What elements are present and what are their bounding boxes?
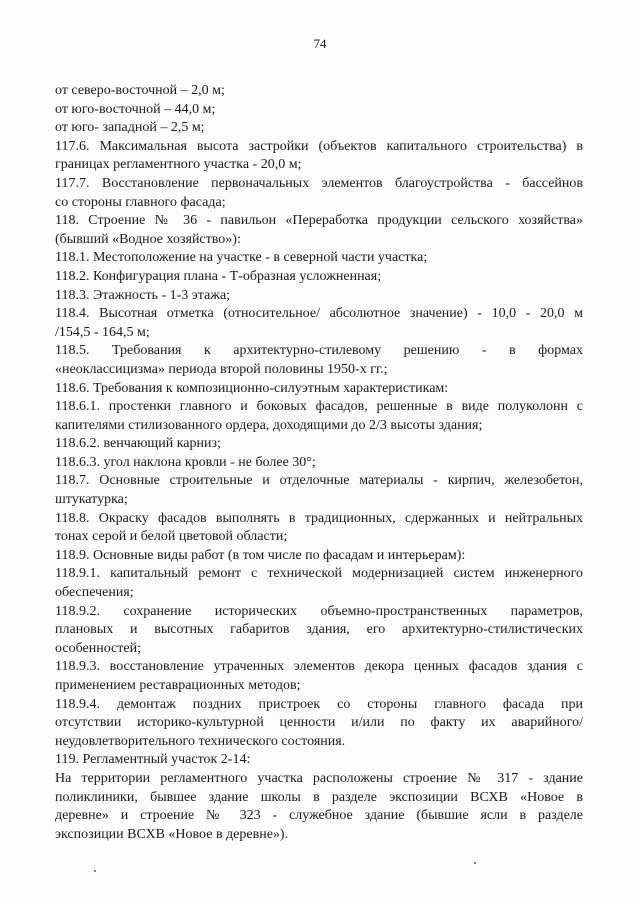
text-line: отсутствии историко-культурной ценности и/или по факту их аварийного/ [55,715,583,731]
text-line: от юго-восточной – 44,0 м; [55,101,216,117]
text-line: 117.6. Максимальная высота застройки (объектов капитального строительства) в [55,138,583,154]
text-line: неудовлетворительного технического состояния. [55,733,346,749]
text-line: 118.9.1. капитальный ремонт с технической модернизацией систем инженерного [55,566,583,582]
text-line: 118.2. Конфигурация плана - Т-образная усложненная; [55,268,382,284]
scan-speck [474,862,476,864]
text-line: штукатурка; [55,492,128,508]
text-line: 118.3. Этажность - 1-3 этажа; [55,287,231,303]
scan-speck [94,870,96,872]
text-line: тонах серой и белой цветовой области; [55,529,288,545]
text-line: 118.9.4. демонтаж поздних пристроек со стороны главного фасада при [55,696,583,712]
text-line: границах регламентного участка - 20,0 м; [55,157,302,173]
text-line: экспозиции ВСХВ «Новое в деревне»). [55,826,289,842]
text-line: 118.9.3. восстановление утраченных элементов декора ценных фасадов здания с [55,659,583,675]
text-line: деревне» и строение № 323 - служебное здание (бывшие ясли в разделе [55,808,583,824]
text-line: со стороны главного фасада; [55,194,226,210]
text-line: 118.6.2. венчающий карниз; [55,436,221,452]
text-line: «неоклассицизма» периода второй половины 1950-х гг.; [55,361,388,377]
document-body [55,82,583,844]
page-number: 74 [313,36,327,51]
text-line: от юго- западной – 2,5 м; [55,120,205,136]
text-line: обеспечения; [55,585,134,601]
text-line: 118.6.1. простенки главного и боковых фасадов, решенные в виде полуколонн с [55,399,583,415]
text-line: 118. Строение № 36 - павильон «Переработка продукции сельского хозяйства» [55,213,583,229]
text-line: 118.6. Требования к композиционно-силуэтным характеристикам: [55,380,449,396]
text-line: 118.1. Местоположение на участке - в северной части участка; [55,250,428,266]
text-line: применением реставрационных методов; [55,678,301,693]
text-line: 119. Регламентный участок 2-14: [55,752,251,768]
text-line: 118.9.2. сохранение исторических объемно-пространственных параметров, [55,603,583,619]
text-line: (бывший «Водное хозяйство»): [55,231,241,247]
text-line: 118.6.3. угол наклона кровли - не более 30°; [55,454,316,470]
text-line: 117.7. Восстановление первоначальных элементов благоустройства - бассейнов [55,175,583,191]
text-line: 118.8. Окраску фасадов выполнять в традиционных, сдержанных и нейтральных [55,510,583,526]
text-line: плановых и высотных габаритов здания, его архитектурно-стилистических [55,622,583,638]
text-line: особенностей; [55,640,141,656]
text-line: 118.4. Высотная отметка (относительное/ абсолютное значение) - 10,0 - 20,0 м [55,306,583,322]
text-line: поликлиники, бывшее здание школы в разделе экспозиции ВСХВ «Новое в [55,789,583,805]
text-line: от северо-восточной – 2,0 м; [55,83,225,98]
text-line: 118.9. Основные виды работ (в том числе по фасадам и интерьерам): [55,547,466,563]
text-line: /154,5 - 164,5 м; [55,324,150,340]
text-line: капителями стилизованного ордера, доходящими до 2/3 высоты здания; [55,417,483,433]
text-line: 118.5. Требования к архитектурно-стилевому решению - в формах [55,343,583,359]
text-line: На территории регламентного участка расположены строение № 317 - здание [55,770,583,786]
text-line: 118.7. Основные строительные и отделочные материалы - кирпич, железобетон, [55,473,583,489]
